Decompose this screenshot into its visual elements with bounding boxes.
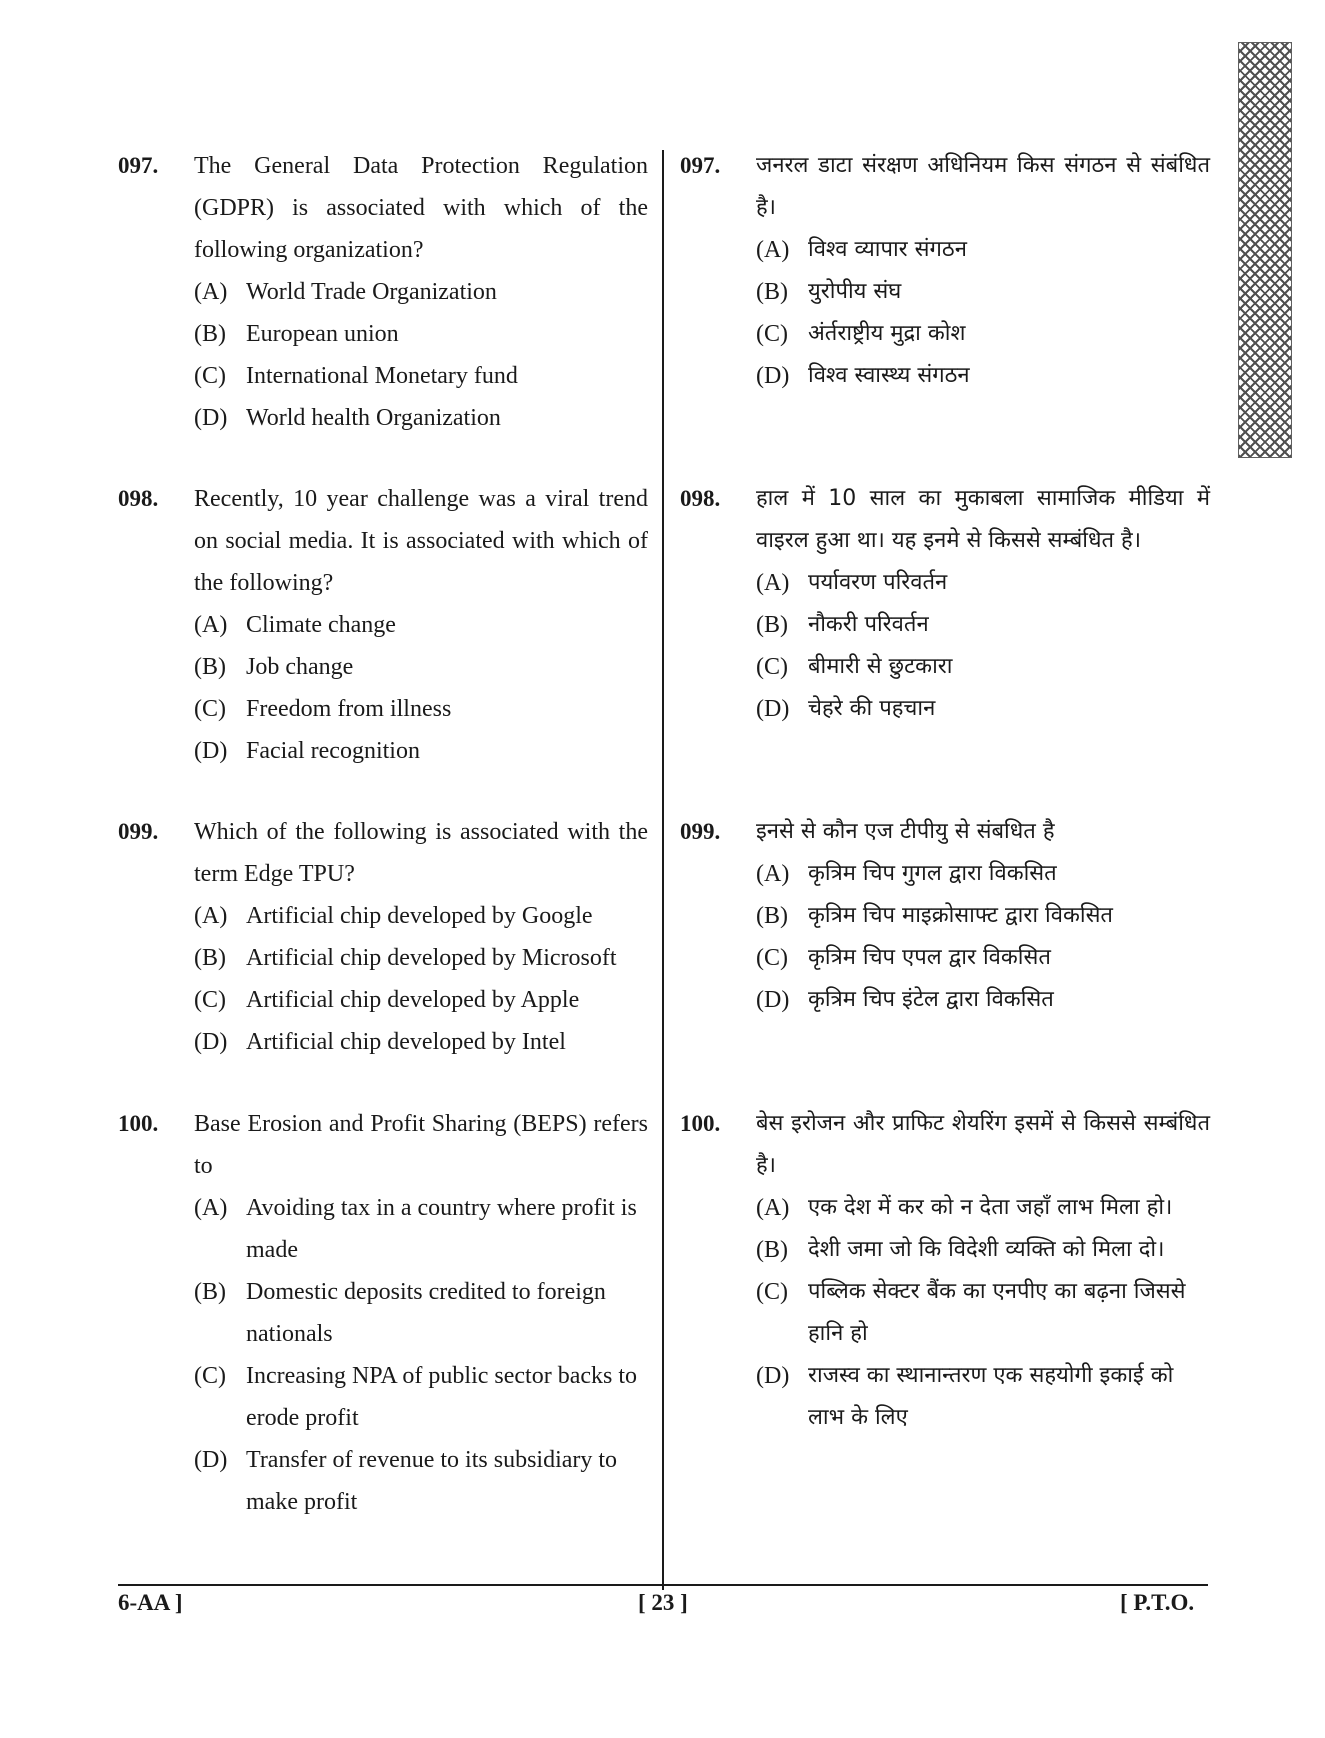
option-text: विश्व व्यापार संगठन [808, 237, 967, 262]
footer-rule [118, 1584, 1208, 1586]
question-text: Which of the following is associated with the term Edge TPU? [194, 819, 648, 887]
option-text: International Monetary fund [246, 363, 518, 389]
option-a [194, 1187, 648, 1271]
option-text: एक देश में कर को न देता जहाँ लाभ मिला हो। [808, 1195, 1173, 1220]
question-number: 097. [118, 153, 159, 178]
options-list [194, 1187, 648, 1523]
option-a [756, 1187, 1210, 1229]
option-d [194, 397, 648, 439]
question-number: 100. [680, 1111, 721, 1136]
question-098-en [118, 478, 648, 772]
option-text: Facial recognition [246, 738, 420, 764]
option-letter: (B) [194, 1279, 226, 1305]
option-text: विश्व स्वास्थ्य संगठन [808, 363, 970, 388]
option-b [194, 313, 648, 355]
option-letter: (A) [194, 612, 228, 638]
option-text: Artificial chip developed by Apple [246, 987, 580, 1013]
page-number: [ 23 ] [638, 1590, 688, 1615]
option-c [756, 1271, 1210, 1355]
option-letter: (A) [756, 1195, 790, 1221]
option-text: Climate change [246, 612, 396, 638]
option-letter: (B) [756, 1237, 788, 1263]
option-text: Transfer of revenue to its subsidiary to make profit [246, 1447, 618, 1515]
option-c [756, 313, 1210, 355]
option-b [756, 895, 1210, 937]
option-d [756, 979, 1210, 1021]
options-list [756, 853, 1210, 1021]
options-list [194, 271, 648, 439]
question-097-hi [680, 145, 1210, 397]
option-letter: (C) [194, 696, 226, 722]
option-text: कृत्रिम चिप इंटेल द्वारा विकसित [808, 987, 1054, 1012]
options-list [756, 562, 1210, 730]
option-letter: (A) [756, 861, 790, 887]
question-text: जनरल डाटा संरक्षण अधिनियम किस संगठन से संबंधित है। [756, 153, 1210, 220]
option-letter: (D) [194, 738, 228, 764]
option-letter: (B) [194, 321, 226, 347]
option-text: पब्लिक सेक्टर बैंक का एनपीए का बढ़ना जिससे हानि हो [808, 1279, 1186, 1346]
option-c [756, 646, 1210, 688]
option-text: Avoiding tax in a country where profit is made [246, 1195, 637, 1263]
options-list [756, 1187, 1210, 1439]
option-text: कृत्रिम चिप गुगल द्वारा विकसित [808, 861, 1057, 886]
question-text: हाल में 10 साल का मुकाबला सामाजिक मीडिया में वाइरल हुआ था। यह इनमे से किससे सम्बंधित है। [756, 486, 1210, 553]
option-letter: (D) [194, 1029, 228, 1055]
question-number: 100. [118, 1111, 159, 1136]
question-number: 098. [680, 486, 721, 511]
option-text: नौकरी परिवर्तन [808, 612, 929, 637]
option-b [756, 1229, 1210, 1271]
option-text: बीमारी से छुटकारा [808, 654, 953, 679]
option-text: Increasing NPA of public sector backs to erode profit [246, 1363, 638, 1431]
option-letter: (A) [194, 279, 228, 305]
option-text: राजस्व का स्थानान्तरण एक सहयोगी इकाई को लाभ के लिए [808, 1363, 1174, 1430]
option-d [194, 1021, 648, 1063]
option-text: देशी जमा जो कि विदेशी व्यक्ति को मिला दो। [808, 1237, 1165, 1262]
question-099-en [118, 811, 648, 1063]
options-list [194, 895, 648, 1063]
option-letter: (C) [756, 321, 788, 347]
option-letter: (B) [194, 654, 226, 680]
option-b [194, 937, 648, 979]
option-letter: (D) [194, 405, 228, 431]
option-b [194, 1271, 648, 1355]
question-text: The General Data Protection Regulation (GDPR) is associated with which of the following organization? [194, 153, 648, 263]
option-d [756, 355, 1210, 397]
option-text: पर्यावरण परिवर्तन [808, 570, 948, 595]
option-c [194, 979, 648, 1021]
question-099-hi [680, 811, 1210, 1021]
option-text: अंर्तराष्ट्रीय मुद्रा कोश [808, 321, 966, 346]
option-text: World Trade Organization [246, 279, 497, 305]
option-a [756, 562, 1210, 604]
option-letter: (C) [756, 1279, 788, 1305]
option-letter: (C) [756, 654, 788, 680]
option-letter: (D) [756, 1363, 790, 1389]
question-098-hi [680, 478, 1210, 730]
question-text: इनसे से कौन एज टीपीयु से संबधित है [756, 819, 1055, 844]
option-text: World health Organization [246, 405, 501, 431]
option-b [756, 271, 1210, 313]
option-c [194, 688, 648, 730]
option-a [194, 604, 648, 646]
option-text: कृत्रिम चिप माइक्रोसाफ्ट द्वारा विकसित [808, 903, 1113, 928]
column-divider [662, 150, 664, 1590]
option-d [756, 688, 1210, 730]
question-number: 099. [680, 819, 721, 844]
option-letter: (C) [194, 363, 226, 389]
option-text: Job change [246, 654, 354, 680]
option-text: Freedom from illness [246, 696, 452, 722]
option-text: European union [246, 321, 399, 347]
option-letter: (C) [194, 1363, 226, 1389]
question-number: 098. [118, 486, 159, 511]
decorative-pattern-strip [1238, 42, 1292, 458]
option-a [756, 229, 1210, 271]
option-text: कृत्रिम चिप एपल द्वार विकसित [808, 945, 1051, 970]
question-text: बेस इरोजन और प्राफिट शेयरिंग इसमें से किससे सम्बंधित है। [756, 1111, 1210, 1178]
option-a [194, 895, 648, 937]
question-text: Recently, 10 year challenge was a viral trend on social media. It is associated with which of the following? [194, 486, 648, 596]
question-100-en [118, 1103, 648, 1523]
option-letter: (A) [756, 237, 790, 263]
option-c [194, 355, 648, 397]
question-100-hi [680, 1103, 1210, 1439]
option-letter: (A) [756, 570, 790, 596]
option-b [194, 646, 648, 688]
option-d [194, 730, 648, 772]
option-text: Domestic deposits credited to foreign nationals [246, 1279, 606, 1347]
options-list [194, 604, 648, 772]
option-letter: (B) [194, 945, 226, 971]
question-number: 099. [118, 819, 159, 844]
option-b [756, 604, 1210, 646]
option-d [194, 1439, 648, 1523]
option-a [194, 271, 648, 313]
option-letter: (A) [194, 903, 228, 929]
option-c [756, 937, 1210, 979]
option-letter: (A) [194, 1195, 228, 1221]
option-text: Artificial chip developed by Intel [246, 1029, 566, 1055]
option-letter: (C) [194, 987, 226, 1013]
option-text: चेहरे की पहचान [808, 696, 936, 721]
booklet-code: 6-AA ] [118, 1590, 183, 1615]
question-text: Base Erosion and Profit Sharing (BEPS) refers to [194, 1111, 648, 1179]
option-letter: (D) [756, 363, 790, 389]
option-text: Artificial chip developed by Microsoft [246, 945, 617, 971]
option-letter: (D) [756, 987, 790, 1013]
question-097-en [118, 145, 648, 439]
option-d [756, 1355, 1210, 1439]
option-letter: (D) [756, 696, 790, 722]
option-letter: (B) [756, 903, 788, 929]
option-a [756, 853, 1210, 895]
question-number: 097. [680, 153, 721, 178]
option-text: Artificial chip developed by Google [246, 903, 593, 929]
please-turn-over: [ P.T.O. [1120, 1590, 1195, 1615]
option-letter: (C) [756, 945, 788, 971]
option-letter: (B) [756, 279, 788, 305]
option-text: युरोपीय संघ [808, 279, 902, 304]
option-letter: (B) [756, 612, 788, 638]
options-list [756, 229, 1210, 397]
option-c [194, 1355, 648, 1439]
option-letter: (D) [194, 1447, 228, 1473]
